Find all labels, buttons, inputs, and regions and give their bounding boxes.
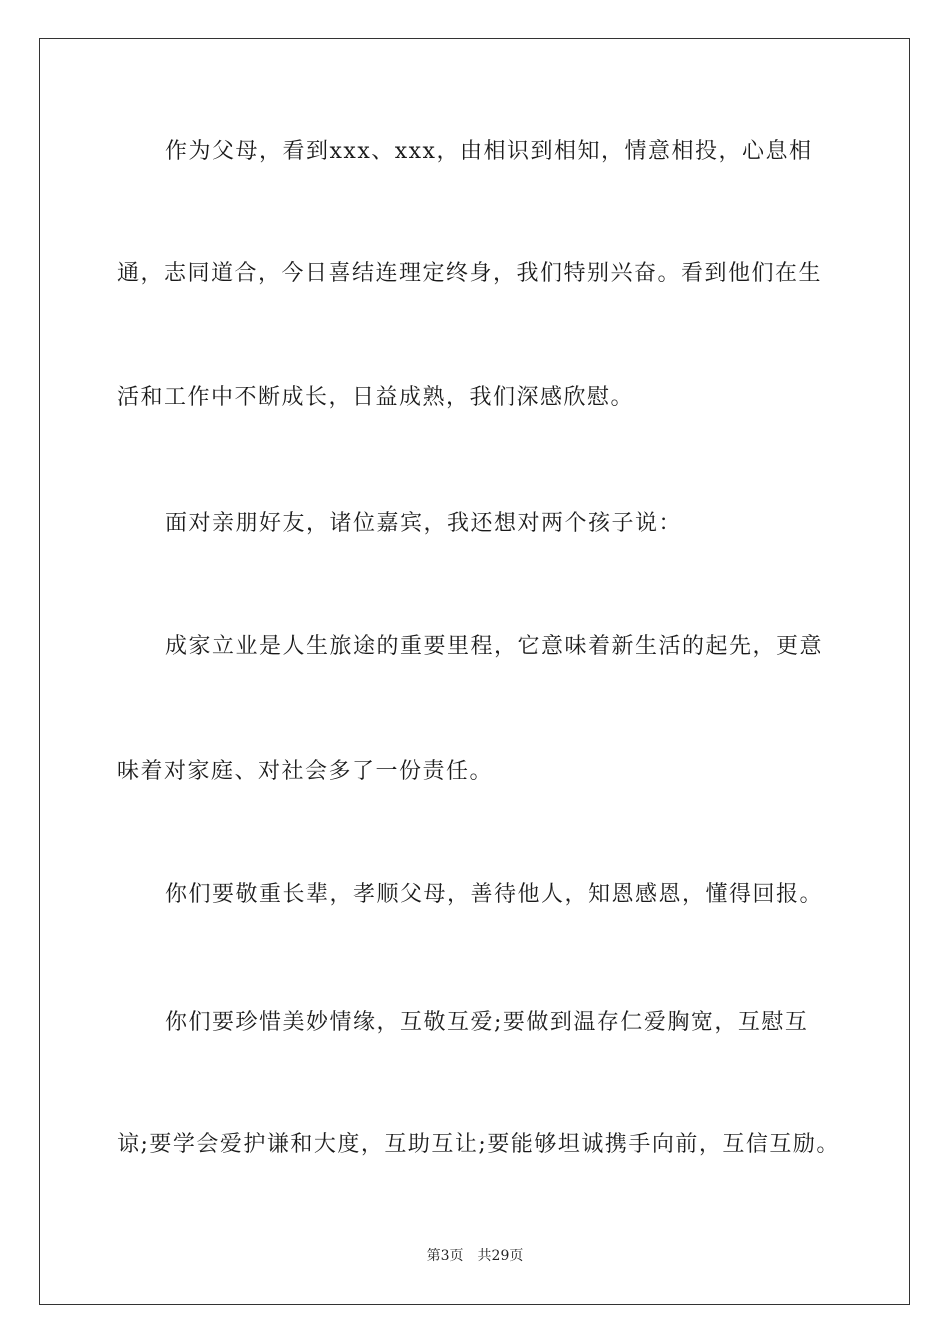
page-border <box>39 38 910 1305</box>
page-number: 第3页 <box>426 1248 464 1264</box>
page-footer <box>0 1246 950 1266</box>
paragraph-5-line-1: 你们要珍惜美妙情缘，互敬互爱;要做到温存仁爱胸宽，互慰互 <box>165 1010 809 1035</box>
paragraph-1-line-1: 作为父母，看到xxx、xxx，由相识到相知，情意相投，心息相 <box>165 139 813 164</box>
paragraph-3-line-1: 成家立业是人生旅途的重要里程，它意味着新生活的起先，更意 <box>165 634 824 659</box>
paragraph-3-line-2: 味着对家庭、对社会多了一份责任。 <box>117 759 494 784</box>
paragraph-1-line-3: 活和工作中不断成长，日益成熟，我们深感欣慰。 <box>117 385 635 410</box>
paragraph-2-line-1: 面对亲朋好友，诸位嘉宾，我还想对两个孩子说： <box>165 511 683 536</box>
paragraph-5-line-2: 谅;要学会爱护谦和大度，互助互让;要能够坦诚携手向前，互信互励。 <box>117 1132 840 1157</box>
paragraph-1-line-2: 通，志同道合，今日喜结连理定终身，我们特别兴奋。看到他们在生 <box>117 261 823 286</box>
page-total: 共29页 <box>477 1248 524 1264</box>
paragraph-4-line-1: 你们要敬重长辈，孝顺父母，善待他人，知恩感恩，懂得回报。 <box>165 882 824 907</box>
